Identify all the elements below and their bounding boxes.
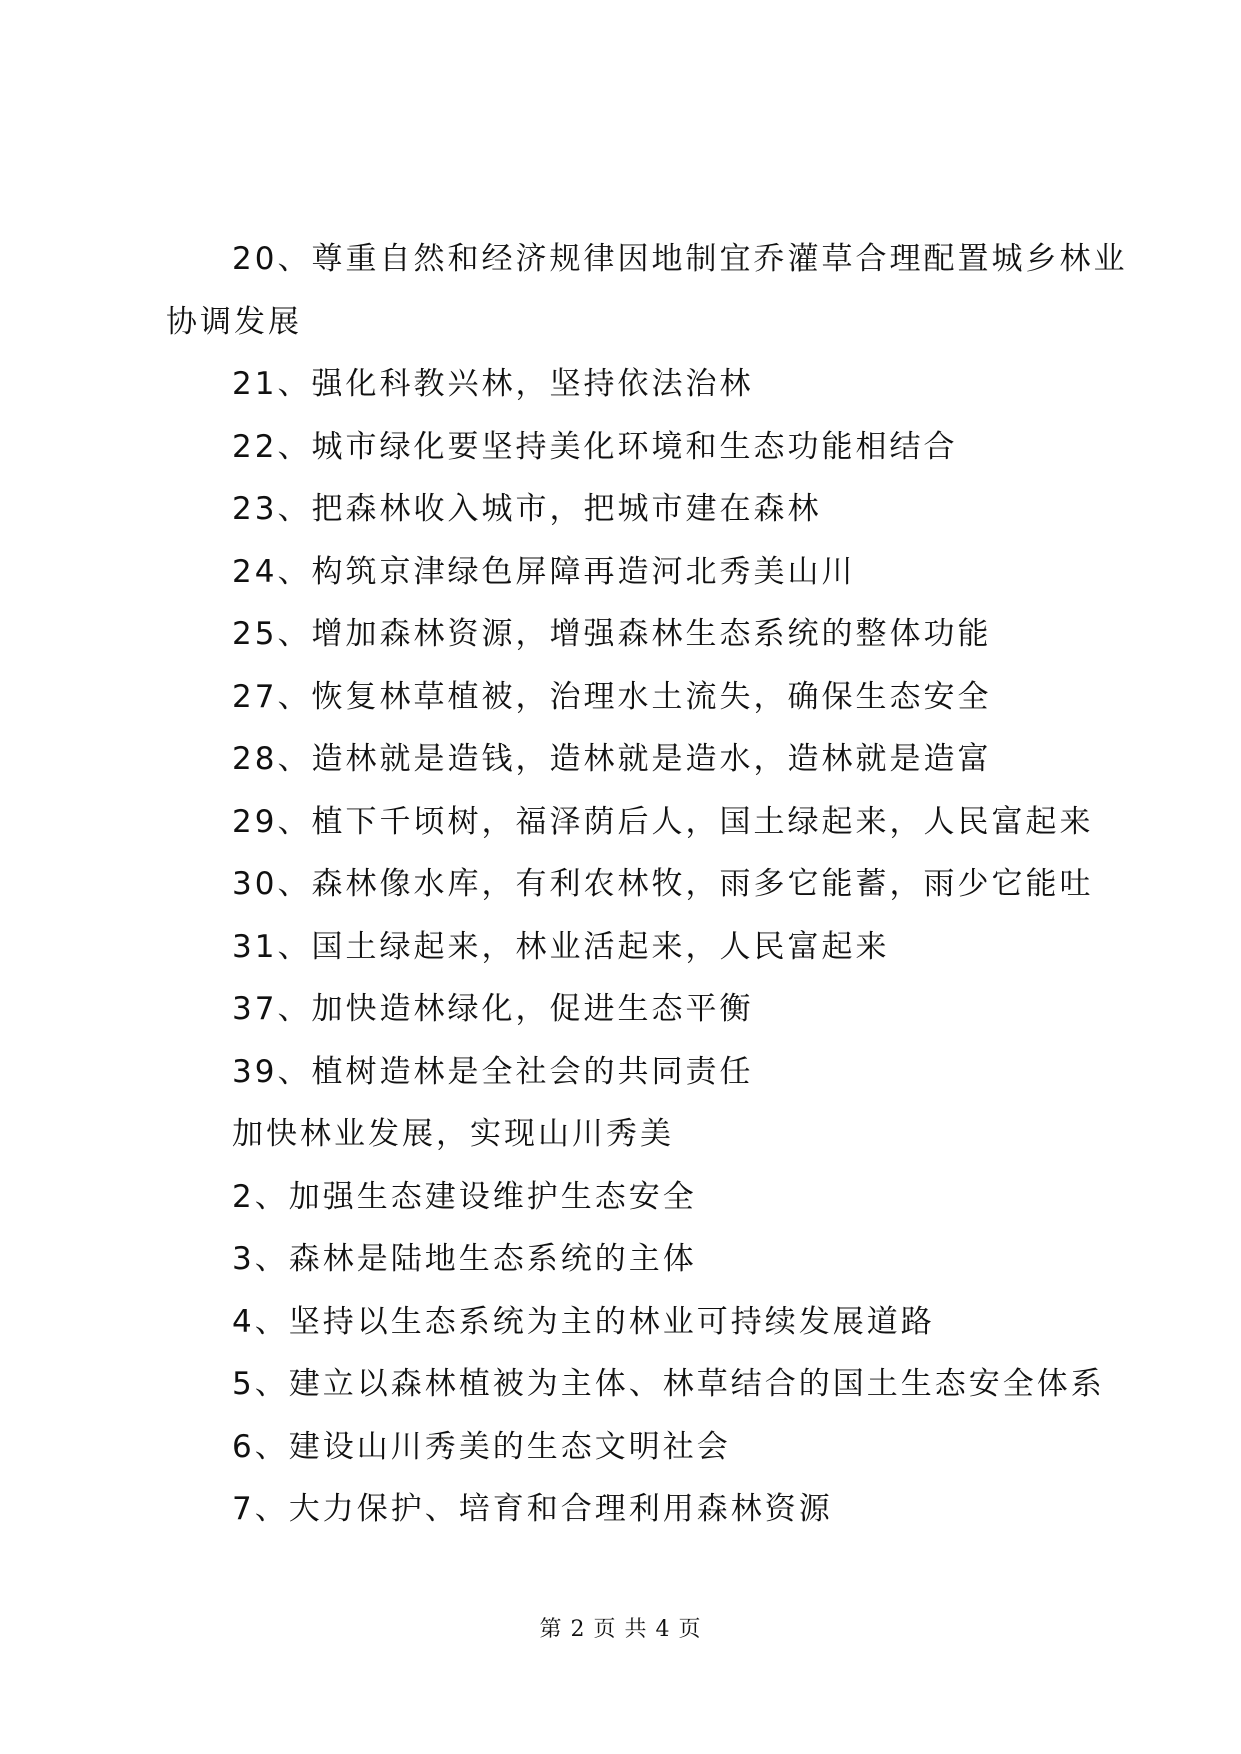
text-line: 25、增加森林资源，增强森林生态系统的整体功能 (232, 616, 992, 652)
text-line: 24、构筑京津绿色屏障再造河北秀美山川 (232, 553, 856, 590)
text-line: 27、恢复林草植被，治理水土流失，确保生态安全 (232, 678, 992, 715)
text-line: 2、加强生态建设维护生态安全 (232, 1178, 697, 1215)
text-line: 30、森林像水库，有利农林牧，雨多它能蓄，雨少它能吐 (232, 866, 1094, 902)
text-line: 协调发展 (166, 303, 302, 340)
text-line: 3、森林是陆地生态系统的主体 (232, 1241, 697, 1277)
document-body (166, 228, 1128, 1541)
text-line: 20、尊重自然和经济规律因地制宜乔灌草合理配置城乡林业 (232, 241, 1128, 277)
text-line: 22、城市绿化要坚持美化环境和生态功能相结合 (232, 428, 958, 465)
text-line: 31、国土绿起来，林业活起来，人民富起来 (232, 928, 890, 965)
text-line: 21、强化科教兴林，坚持依法治林 (232, 366, 754, 402)
text-line: 加快林业发展，实现山川秀美 (232, 1116, 674, 1152)
text-line: 23、把森林收入城市，把城市建在森林 (232, 491, 822, 527)
text-line: 28、造林就是造钱，造林就是造水，造林就是造富 (232, 741, 992, 777)
text-line: 4、坚持以生态系统为主的林业可持续发展道路 (232, 1303, 935, 1340)
text-line: 39、植树造林是全社会的共同责任 (232, 1053, 754, 1090)
text-line: 7、大力保护、培育和合理利用森林资源 (232, 1491, 833, 1527)
page-number-footer: 第 2 页 共 4 页 (539, 1617, 702, 1642)
text-line: 37、加快造林绿化，促进生态平衡 (232, 991, 754, 1027)
text-line: 6、建设山川秀美的生态文明社会 (232, 1428, 731, 1465)
text-line: 5、建立以森林植被为主体、林草结合的国土生态安全体系 (232, 1366, 1105, 1402)
text-line: 29、植下千顷树，福泽荫后人，国土绿起来，人民富起来 (232, 803, 1094, 840)
